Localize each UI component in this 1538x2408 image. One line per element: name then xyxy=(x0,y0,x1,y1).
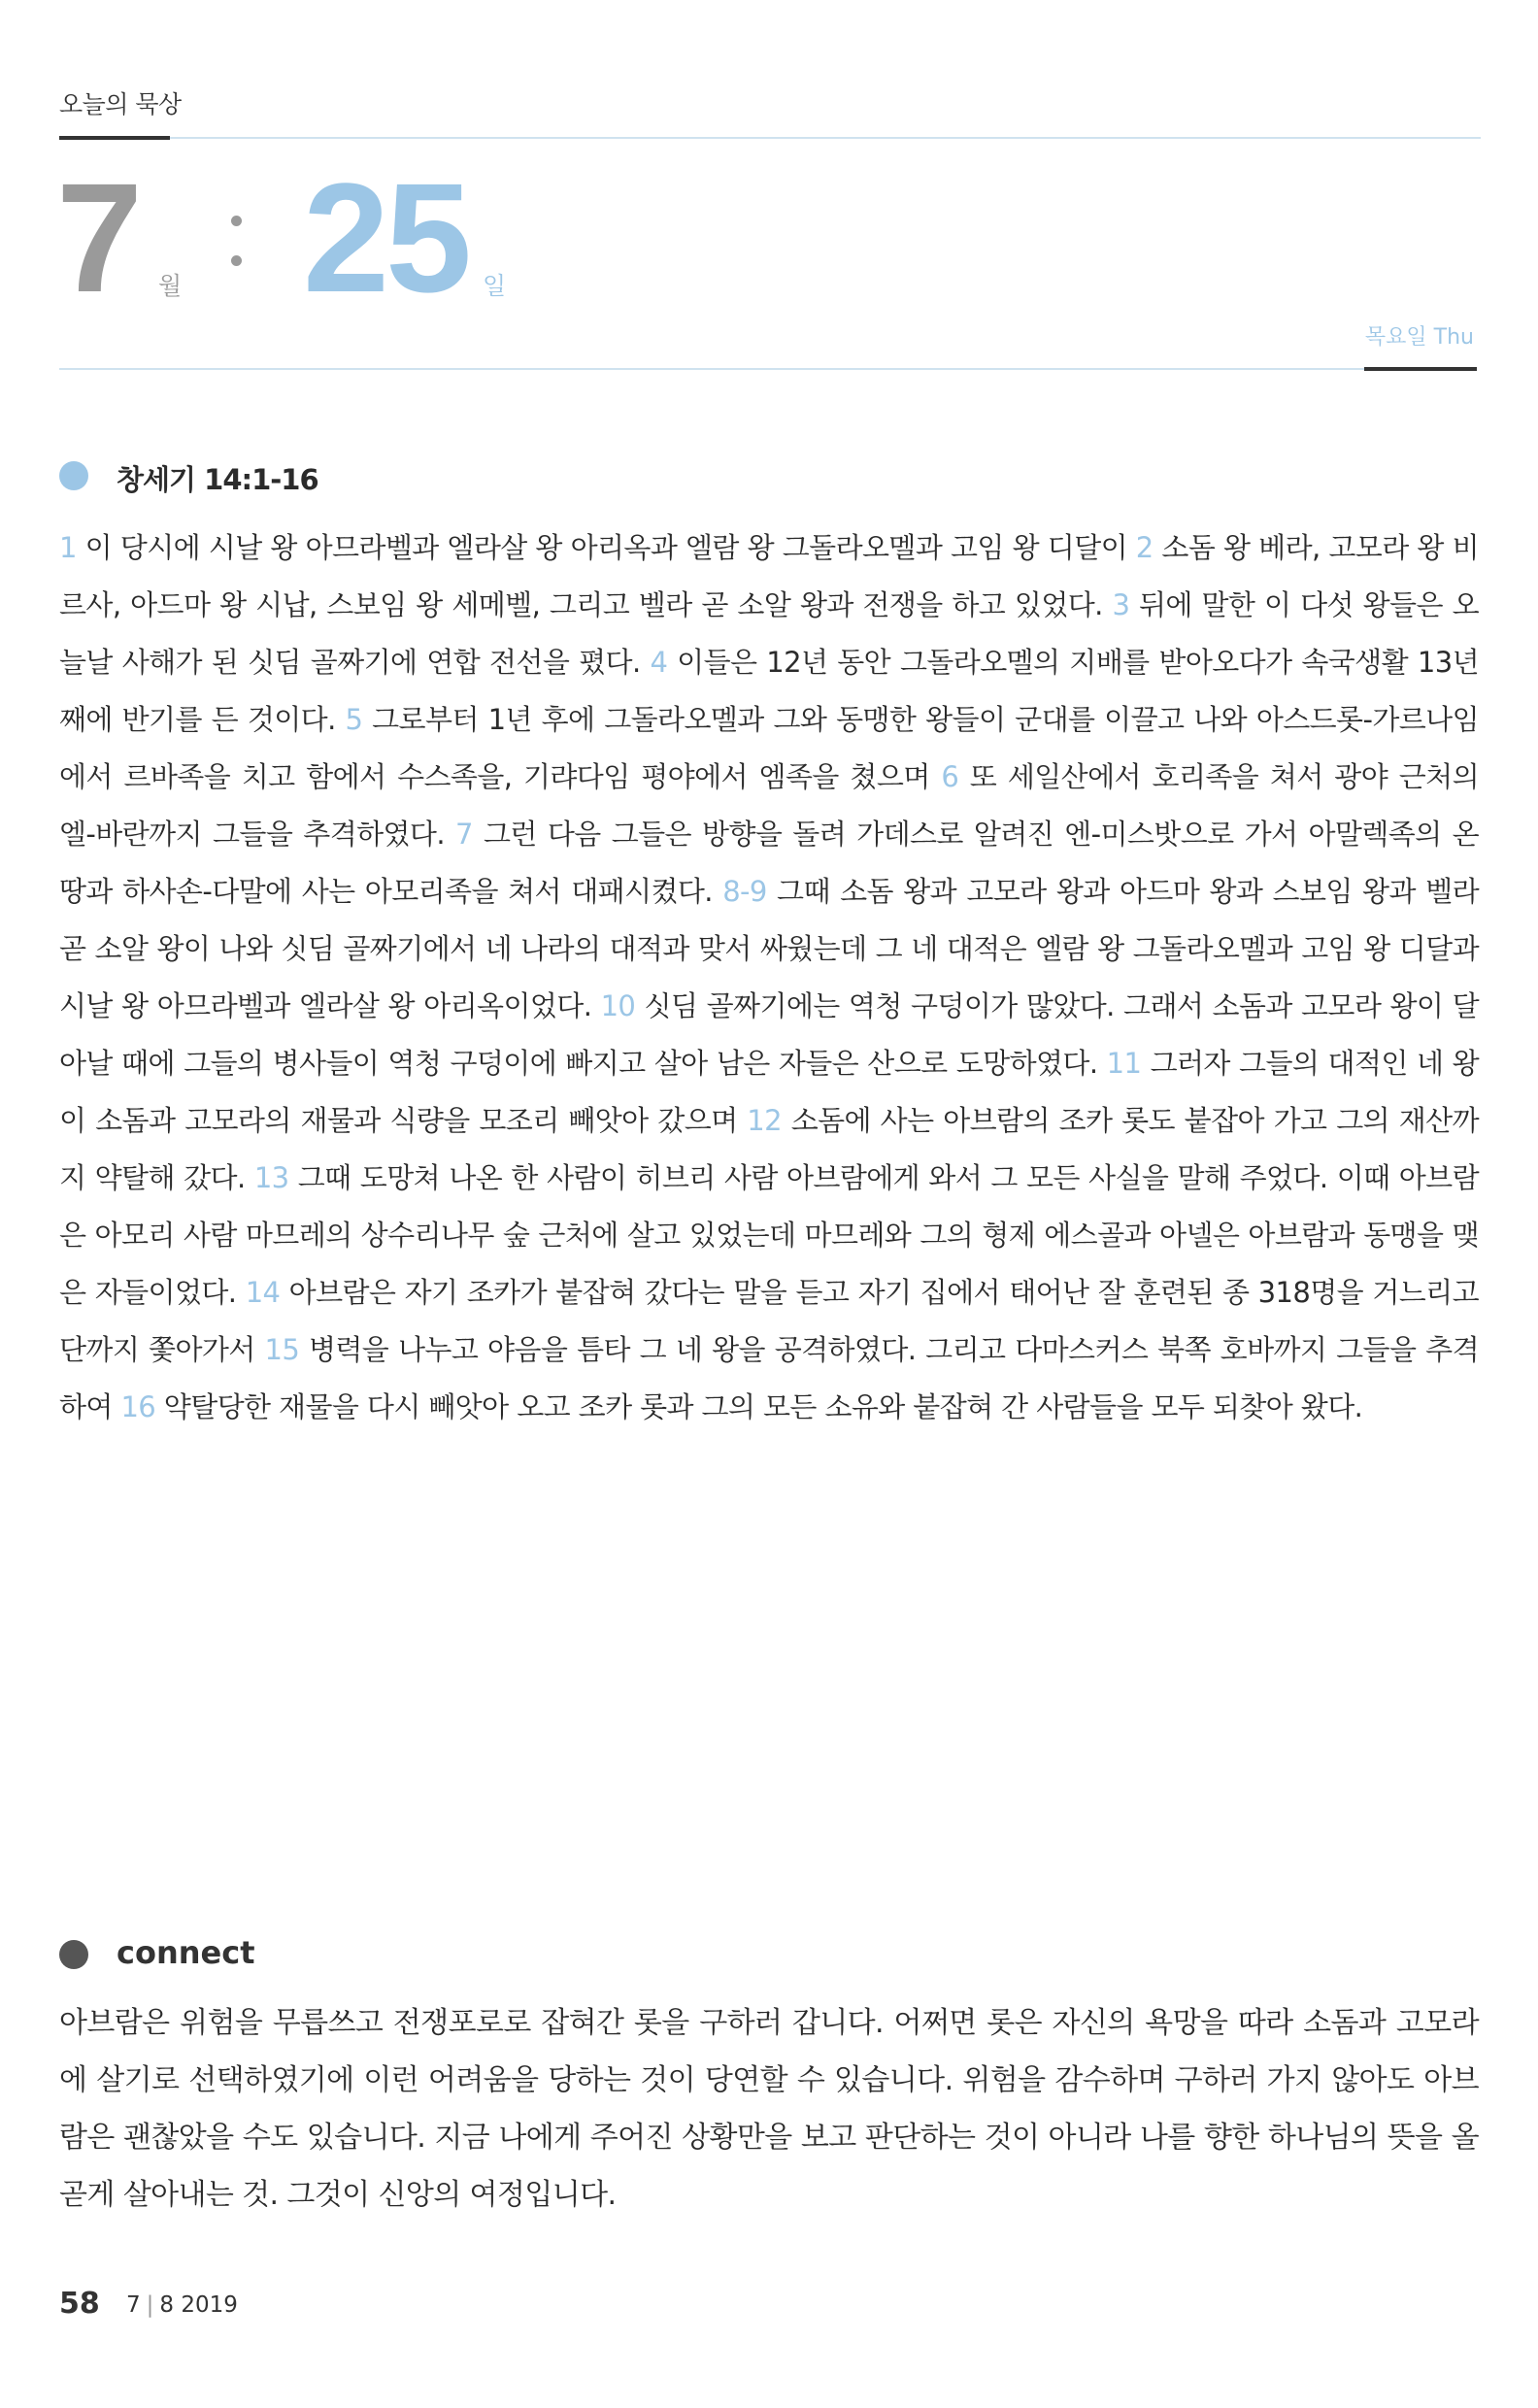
verse-text: 또 세일산에서 호리족을 쳐서 광야 근처의 엘-바란까지 그들을 추격하였다. xyxy=(59,760,1479,851)
header-divider xyxy=(170,137,1481,139)
verse-text: 그로부터 1년 후에 그돌라오멜과 그와 동맹한 왕들이 군대를 이끌고 나와 아스드롯-가르나임에서 르바족을 치고 함에서 수스족을, 기랴다임 평야에서 엠족을 쳤으며 xyxy=(59,703,1479,793)
verse-number: 10 xyxy=(600,989,636,1022)
verse-text: 싯딤 골짜기에는 역청 구덩이가 많았다. 그래서 소돔과 고모라 왕이 달아날 때에 그들의 병사들이 역청 구덩이에 빠지고 살아 남은 자들은 산으로 도망하였다. xyxy=(59,989,1479,1080)
verse-number: 2 xyxy=(1135,531,1154,564)
verse-number: 1 xyxy=(59,531,77,564)
verse-text: 병력을 나누고 야음을 틈타 그 네 왕을 공격하였다. 그리고 다마스커스 북쪽 호바까지 그들을 추격하여 xyxy=(59,1333,1479,1423)
verse-number: 13 xyxy=(253,1161,289,1194)
verse-text: 그때 도망쳐 나온 한 사람이 히브리 사람 아브람에게 와서 그 모든 사실을 말해 주었다. 이때 아브람은 아모리 사람 마므레의 상수리나무 숲 근처에 살고 있었는데 마므레와 그의 형제 에스골과 아넬은 아브람과 동맹을 맺은 자들이었다. xyxy=(59,1161,1479,1309)
issue-year: 8 2019 xyxy=(159,2292,238,2318)
scripture-passage xyxy=(59,519,1479,1436)
verse-text: 이들은 12년 동안 그돌라오멜의 지배를 받아오다가 속국생활 13년째에 반기를 든 것이다. xyxy=(59,646,1479,736)
section-label-underline xyxy=(59,136,170,140)
verse-text: 그때 소돔 왕과 고모라 왕과 아드마 왕과 스보임 왕과 벨라 곧 소알 왕이 나와 싯딤 골짜기에서 네 나라의 대적과 맞서 싸웠는데 그 네 대적은 엘람 왕 그돌라오멜과 고임 왕 디달과 시날 왕 아므라벨과 엘라살 왕 아리옥이었다. xyxy=(59,875,1479,1022)
verse-number: 16 xyxy=(120,1390,156,1423)
verse-text: 이 당시에 시날 왕 아므라벨과 엘라살 왕 아리옥과 엘람 왕 그돌라오멜과 고임 왕 디달이 xyxy=(76,531,1136,564)
verse-number: 7 xyxy=(455,818,473,851)
verse-text: 소돔에 사는 아브람의 조카 롯도 붙잡아 가고 그의 재산까지 약탈해 갔다. xyxy=(59,1104,1479,1194)
verse-number: 5 xyxy=(345,703,363,736)
verse-number: 3 xyxy=(1112,588,1130,621)
verse-text: 약탈당한 재물을 다시 빼앗아 오고 조카 롯과 그의 모든 소유와 붙잡혀 간 사람들을 모두 되찾아 왔다. xyxy=(155,1390,1363,1423)
weekday-underline xyxy=(1364,367,1477,371)
date-day: 25 xyxy=(303,150,468,324)
scripture-reference: 창세기 14:1-16 xyxy=(117,463,318,496)
connect-body: 아브람은 위험을 무릅쓰고 전쟁포로로 잡혀간 롯을 구하러 갑니다. 어쩌면 롯은 자신의 욕망을 따라 소돔과 고모라에 살기로 선택하였기에 이런 어려움을 당하는 것이 당연할 수 있습니다. 위험을 감수하며 구하러 가지 않아도 아브람은 괜찮았을 수도 있습니다. 지금 나에게 주어진 상황만을 보고 판단하는 것이 아니라 나를 향한 하나님의 뜻을 올곧게 살아내는 것. 그것이 신앙의 여정입니다. xyxy=(59,2006,1479,2212)
verse-number: 14 xyxy=(245,1276,281,1309)
section-label: 오늘의 묵상 xyxy=(59,90,182,118)
connect-bullet-icon xyxy=(59,1940,88,1969)
date-day-unit: 일 xyxy=(483,272,507,300)
date-weekday: 목요일 Thu xyxy=(1364,325,1474,350)
issue-month: 7 xyxy=(126,2292,141,2318)
date-month: 7 xyxy=(56,150,139,324)
verse-text: 아브람은 자기 조카가 붙잡혀 갔다는 말을 듣고 자기 집에서 태어난 잘 훈련된 종 318명을 거느리고 단까지 쫓아가서 xyxy=(59,1276,1480,1366)
verse-text: 뒤에 말한 이 다섯 왕들은 오늘날 사해가 된 싯딤 골짜기에 연합 전선을 폈다. xyxy=(59,588,1479,679)
verse-text: 소돔 왕 베라, 고모라 왕 비르사, 아드마 왕 시납, 스보임 왕 세메벨, 그리고 벨라 곧 소알 왕과 전쟁을 하고 있었다. xyxy=(59,531,1479,621)
verse-number: 6 xyxy=(941,760,959,793)
issue-info xyxy=(126,2292,238,2318)
verse-number: 4 xyxy=(650,646,668,679)
connect-title: connect xyxy=(117,1934,255,1971)
verse-number: 12 xyxy=(747,1104,782,1137)
issue-separator: | xyxy=(146,2292,154,2318)
page-number: 58 xyxy=(59,2287,100,2321)
verse-text: 그러자 그들의 대적인 네 왕이 소돔과 고모라의 재물과 식량을 모조리 빼앗아 갔으며 xyxy=(59,1047,1479,1137)
date-month-unit: 월 xyxy=(158,272,183,300)
scripture-bullet-icon xyxy=(59,461,88,490)
verse-number: 15 xyxy=(264,1333,300,1366)
date-divider xyxy=(59,368,1364,370)
date-colon-dot-top xyxy=(231,216,242,226)
verse-text: 그런 다음 그들은 방향을 돌려 가데스로 알려진 엔-미스밧으로 가서 아말렉족의 온 땅과 하사손-다말에 사는 아모리족을 쳐서 대패시켰다. xyxy=(59,818,1479,908)
date-colon-dot-bottom xyxy=(231,255,242,266)
verse-number: 11 xyxy=(1106,1047,1142,1080)
verse-number: 8-9 xyxy=(722,875,767,908)
